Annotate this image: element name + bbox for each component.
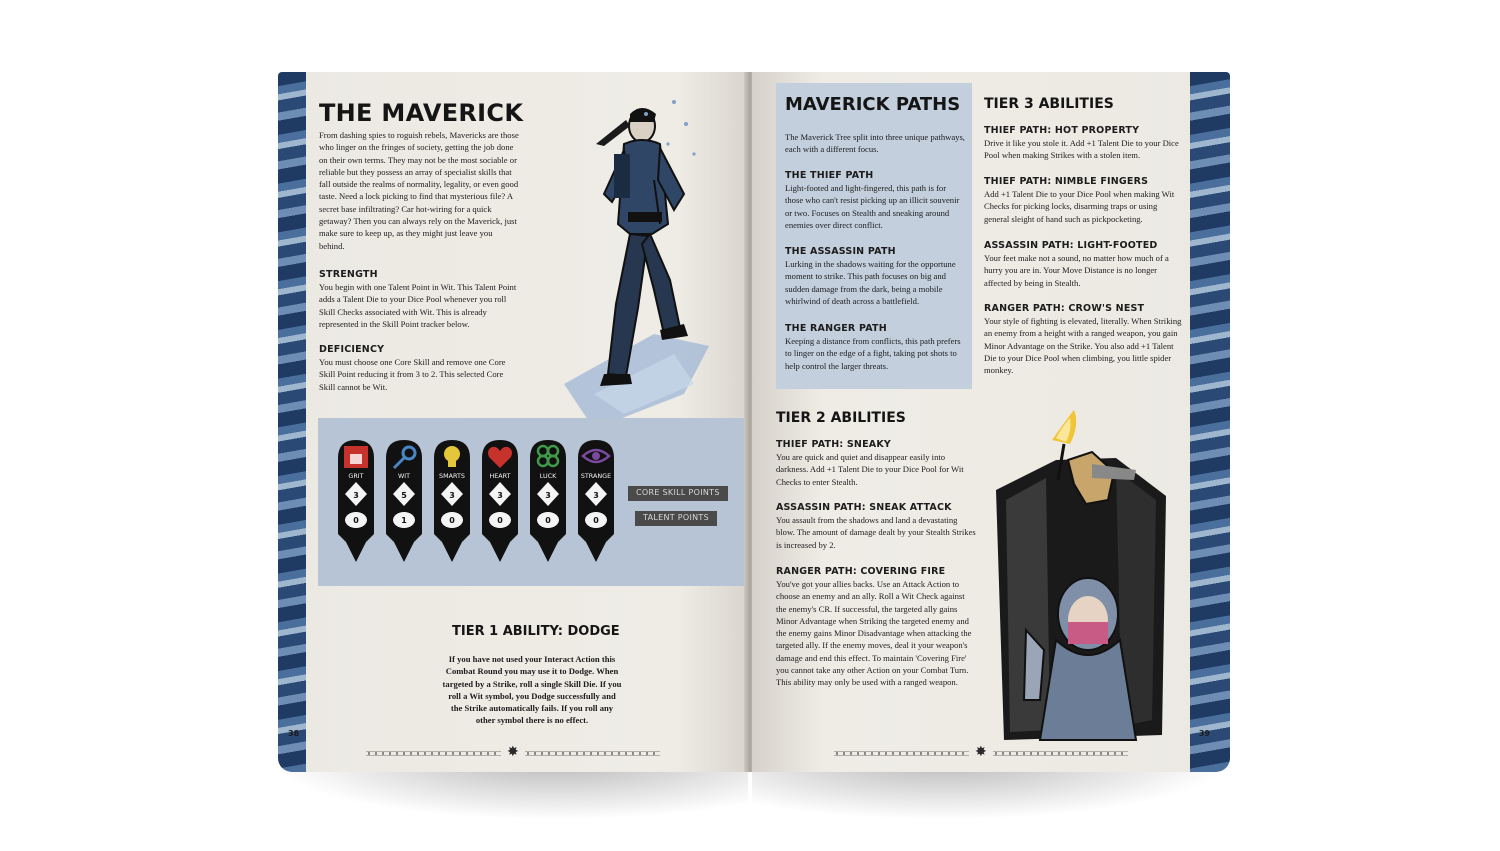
crows-nest-text: Your style of fighting is elevated, literally. When Striking an enemy from a height with a ranged weapon, you gain Minor Advantage on the Strike. You also add +1 Talent Die to your Dice Pool when climbing, you little spider monkey. [984, 316, 1182, 376]
core-skill-points-label: CORE SKILL POINTS [628, 486, 728, 501]
light-footed-text: Your feet make not a sound, no matter how much of a hurry you are in. Your Move Distance is no longer affected by being in Stealth. [984, 253, 1169, 288]
skill-luck [528, 438, 568, 562]
paths-intro: The Maverick Tree split into three unique pathways, each with a different focus. [785, 132, 965, 155]
skill-token [576, 438, 616, 562]
intro-text: From dashing spies to roguish rebels, Mavericks are those who linger on the fringes of society, getting the job done on their own terms. They may not be the most sociable or reliable but they possess an array of specialist skills that fall outside the realms of normality, legality, or even good taste. Need a lock picking to find that mysterious file? A secret base infiltrating? Car hot-wiring for a quick getaway? Then you can always rely on the Maverick, just make sure to keep up, as they might just leave you behind. [319, 130, 519, 251]
core-skill-value: 3 [353, 491, 359, 500]
chain-divider [993, 751, 1128, 756]
core-skill-value: 3 [497, 491, 503, 500]
talent-point-value: 0 [497, 516, 503, 525]
covering-fire-text: You've got your allies backs. Use an Attack Action to choose an enemy and an ally. Roll a Wit Check against the enemy's CR. If successful, the targeted ally gains Minor Advantage when Striking the targeted enemy and the enemy gains Minor Disadvantage when attacking the targeted ally. If the enemy moves, deal it your weapon's damage and end this effect. To maintain 'Covering Fire' you cannot take any other Action on your Combat Turn. This ability may only be used with a ranged weapon. [776, 579, 972, 688]
skill-heart [480, 438, 520, 562]
assassin-path-text: Lurking in the shadows waiting for the opportune moment to strike. This path focuses on big and sudden damage from the dark, being a mobile whirlwind of death across a battlefield. [785, 259, 956, 306]
maverick-illustration [534, 84, 734, 444]
skill-strange [576, 438, 616, 562]
page-number-right: 39 [1198, 729, 1210, 738]
sneak-attack-text: You assault from the shadows and land a devastating blow. The amount of damage dealt by your Stealth Strikes is increased by 2. [776, 515, 976, 550]
hot-property-text: Drive it like you stole it. Add +1 Talent Die to your Dice Pool when making Strikes with a stolen item. [984, 138, 1179, 161]
maverick-paths-panel [776, 83, 972, 389]
light-footed-heading: ASSASSIN PATH: LIGHT-FOOTED [984, 240, 1158, 251]
skill-smarts [432, 438, 472, 562]
compass-star-icon: ✸ [975, 745, 987, 760]
thief-path-text: Light-footed and light-fingered, this path is for those who can't resist picking up an illicit souvenir or two. Focuses on Stealth and sneaking around enemies over direct conflict. [785, 183, 960, 230]
strength-text: You begin with one Talent Point in Wit. This Talent Point adds a Talent Die to your Dice Pool whenever you roll Skill Checks associated with Wit. This is already represented in the Skill Point tracker below. [319, 282, 517, 329]
skill-token [384, 438, 424, 562]
sneaky-text: You are quick and quiet and disappear easily into darkness. Add +1 Talent Die to your Dice Pool for Wit Checks to enter Stealth. [776, 452, 964, 487]
skill-grit [336, 438, 376, 562]
skill-name: WIT [397, 472, 411, 480]
deficiency-heading: DEFICIENCY [319, 344, 385, 355]
page-title: THE MAVERICK [319, 99, 524, 127]
chain-divider [366, 751, 501, 756]
chain-divider [834, 751, 969, 756]
skill-token [528, 438, 568, 562]
skill-wit [384, 438, 424, 562]
ranger-path-heading: THE RANGER PATH [785, 323, 887, 334]
ranger-path-text: Keeping a distance from conflicts, this path prefers to linger on the edge of a fight, taking pot shots to help control the larger threats. [785, 336, 961, 371]
assassin-illustration [996, 400, 1168, 745]
skill-token [336, 438, 376, 562]
right-page [752, 72, 1230, 772]
left-page [278, 72, 748, 772]
talent-point-value: 0 [353, 516, 359, 525]
chain-divider [525, 751, 660, 756]
tier2-heading: TIER 2 ABILITIES [776, 410, 906, 426]
tier1-heading: TIER 1 ABILITY: DODGE [452, 624, 620, 639]
skill-point-tracker [318, 418, 748, 586]
talent-points-label: TALENT POINTS [635, 511, 717, 526]
talent-point-value: 0 [545, 516, 551, 525]
page-number-left: 38 [288, 729, 300, 738]
tier1-text: If you have not used your Interact Action this Combat Round you may use it to Dodge. When targeted by a Strike, roll a single Skill Die. If you roll a Wit symbol, you Dodge successfully and the Strike automatically fails. If you roll any other symbol there is no effect. [442, 654, 622, 726]
crows-nest-heading: RANGER PATH: CROW'S NEST [984, 303, 1145, 314]
skill-name: STRANGE [580, 472, 612, 480]
deficiency-text: You must choose one Core Skill and remove one Core Skill Point reducing it from 3 to 2. This selected Core Skill cannot be Wit. [319, 357, 506, 392]
strength-heading: STRENGTH [319, 269, 378, 280]
compass-star-icon: ✸ [507, 745, 519, 760]
core-skill-value: 5 [401, 491, 407, 500]
footer-ornament-right [834, 746, 1128, 760]
core-skill-value: 3 [593, 491, 599, 500]
ink-border-left [278, 72, 306, 772]
assassin-path-heading: THE ASSASSIN PATH [785, 246, 896, 257]
skill-name: GRIT [348, 472, 364, 480]
hot-property-heading: THIEF PATH: HOT PROPERTY [984, 125, 1140, 136]
talent-point-value: 0 [593, 516, 599, 525]
skill-token [432, 438, 472, 562]
core-skill-value: 3 [449, 491, 455, 500]
skill-name: LUCK [539, 472, 557, 480]
tier3-heading: TIER 3 ABILITIES [984, 96, 1114, 112]
ink-border-right [1190, 72, 1230, 772]
talent-point-value: 0 [449, 516, 455, 525]
skill-name: SMARTS [439, 472, 465, 480]
thief-path-heading: THE THIEF PATH [785, 170, 874, 181]
footer-ornament-left [366, 746, 660, 760]
covering-fire-heading: RANGER PATH: COVERING FIRE [776, 566, 946, 577]
sneak-attack-heading: ASSASSIN PATH: SNEAK ATTACK [776, 502, 952, 513]
nimble-fingers-heading: THIEF PATH: NIMBLE FINGERS [984, 176, 1149, 187]
talent-point-value: 1 [401, 516, 407, 525]
skill-token [480, 438, 520, 562]
skill-name: HEART [489, 472, 511, 480]
paths-title: MAVERICK PATHS [785, 94, 961, 115]
sneaky-heading: THIEF PATH: SNEAKY [776, 439, 891, 450]
core-skill-value: 3 [545, 491, 551, 500]
nimble-fingers-text: Add +1 Talent Die to your Dice Pool when making Wit Checks for picking locks, disarming traps or using general sleight of hand such as pickpocketing. [984, 189, 1175, 224]
